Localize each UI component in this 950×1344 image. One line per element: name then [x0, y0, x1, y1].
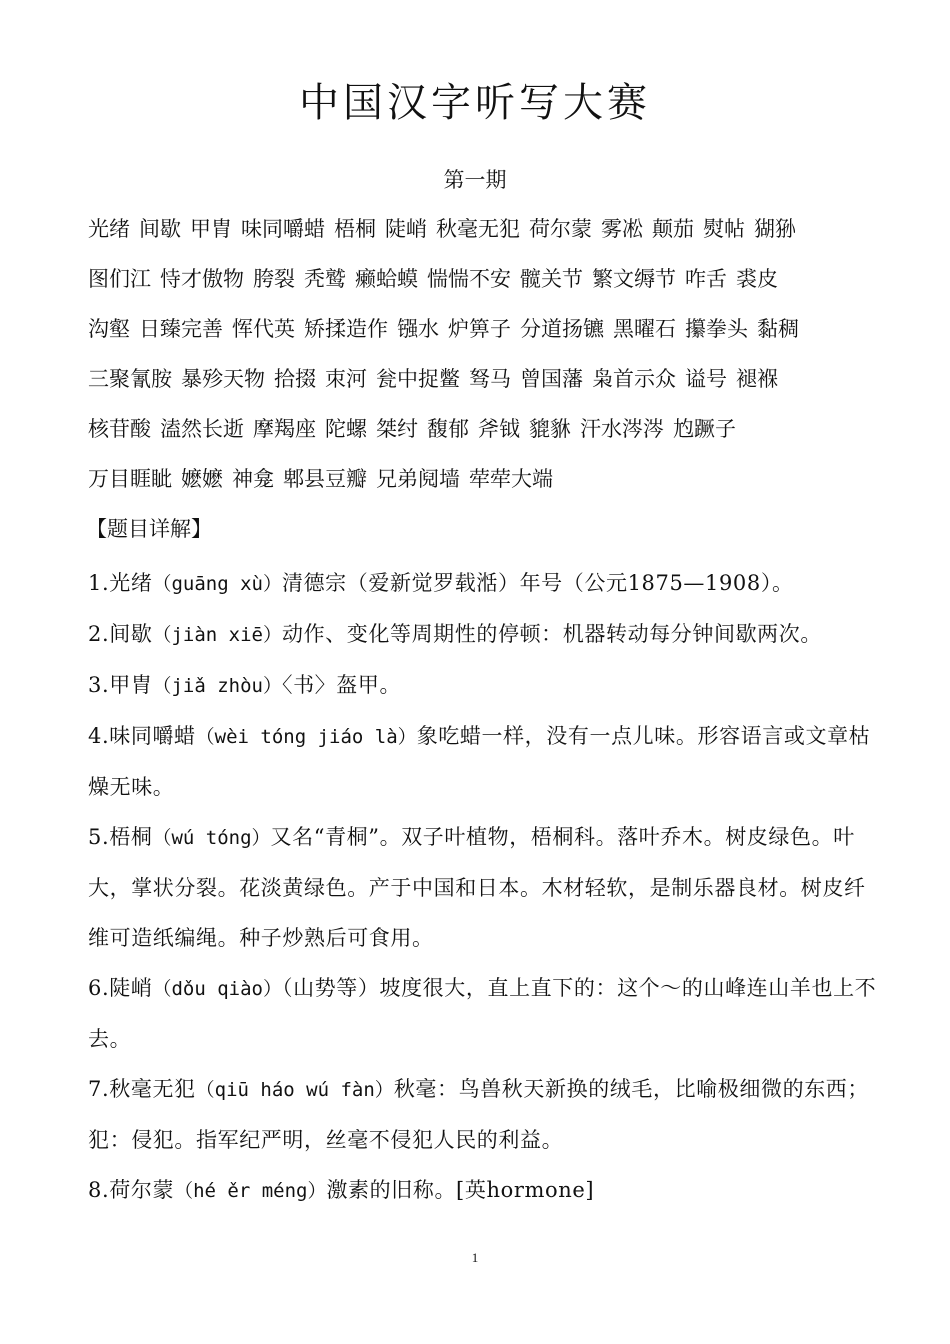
vocab-word: 胯裂	[253, 267, 295, 291]
entry-definition: 秋毫：鸟兽秋天新换的绒毛，比喻极细微的东西；犯：侵犯。指军纪严明，丝毫不侵犯人民的利益。	[88, 1077, 870, 1152]
vocab-line	[88, 358, 888, 408]
vocab-word: 荷尔蒙	[529, 217, 592, 241]
page-number: 1	[471, 1250, 479, 1265]
entry-definition: 清德宗（爱新觉罗载湉）年号（公元1875—1908）。	[281, 571, 794, 595]
vocab-word: 咋舌	[685, 267, 727, 291]
vocab-word: 恃才傲物	[160, 267, 244, 291]
vocab-word: 镪水	[397, 317, 439, 341]
entry-word: 荷尔蒙	[109, 1178, 175, 1202]
entry-word: 间歇	[109, 622, 153, 646]
entry-pinyin: （hé ěr méng）	[174, 1180, 327, 1202]
detail-entry	[88, 1064, 883, 1165]
entry-number: 4.	[88, 724, 110, 748]
vocab-line	[88, 408, 888, 458]
vocab-word: 攥拳头	[685, 317, 748, 341]
vocab-word: 枭首示众	[592, 367, 676, 391]
vocab-word: 间歇	[139, 217, 181, 241]
detail-entry	[88, 1165, 883, 1216]
vocab-word: 光绪	[88, 217, 130, 241]
entry-definition: 〈书〉盔甲。	[281, 673, 402, 697]
entry-pinyin: （jiǎ zhòu）	[152, 675, 282, 697]
entry-word: 甲胄	[109, 673, 153, 697]
detail-entry	[88, 609, 883, 660]
vocab-word: 恽代英	[232, 317, 295, 341]
vocabulary-list	[88, 208, 888, 508]
entry-pinyin: （wèi tóng jiáo là）	[195, 726, 417, 748]
entry-word: 味同嚼蜡	[109, 724, 196, 748]
vocab-word: 髋关节	[520, 267, 583, 291]
entry-number: 6.	[88, 976, 110, 1000]
vocab-word: 惴惴不安	[427, 267, 511, 291]
vocab-word: 日臻完善	[139, 317, 223, 341]
entry-definition: 激素的旧称。[英hormone]	[326, 1178, 595, 1202]
vocab-word: 味同嚼蜡	[241, 217, 325, 241]
entry-number: 8.	[88, 1178, 110, 1202]
vocab-word: 谥号	[685, 367, 727, 391]
vocab-word: 陀螺	[325, 417, 367, 441]
vocab-word: 熨帖	[703, 217, 745, 241]
entry-word: 秋毫无犯	[109, 1077, 196, 1101]
entry-definition: 象吃蜡一样，没有一点儿味。形容语言或文章枯燥无味。	[88, 724, 871, 799]
vocab-word: 兄弟阋墙	[376, 467, 460, 491]
vocab-word: 暴殄天物	[181, 367, 265, 391]
vocab-word: 三聚氰胺	[88, 367, 172, 391]
entry-definition: 又名“青桐”。双子叶植物，梧桐科。落叶乔木。树皮绿色。叶大，掌状分裂。花淡黄绿色。产于中国和日本。木材轻软，是制乐器良材。树皮纤维可造纸编绳。种子炒熟后可食用。	[88, 825, 866, 950]
vocab-line	[88, 308, 888, 358]
vocab-word: 郫县豆瓣	[283, 467, 367, 491]
detail-entry	[88, 963, 883, 1064]
vocab-word: 溘然长逝	[160, 417, 244, 441]
vocab-word: 斧钺	[478, 417, 520, 441]
entry-definition: （山势等）坡度很大，直上直下的：这个～的山峰连山羊也上不去。	[88, 976, 877, 1051]
vocab-word: 梧桐	[334, 217, 376, 241]
vocab-word: 曾国藩	[520, 367, 583, 391]
entry-pinyin: （qiū háo wú fàn）	[195, 1079, 394, 1101]
detail-entry	[88, 660, 883, 711]
vocab-word: 裘皮	[736, 267, 778, 291]
vocab-word: 甲胄	[190, 217, 232, 241]
vocab-word: 荦荦大端	[469, 467, 553, 491]
entry-number: 7.	[88, 1077, 110, 1101]
entry-number: 1.	[88, 571, 110, 595]
entry-number: 2.	[88, 622, 110, 646]
entry-pinyin: （guāng xù）	[152, 573, 282, 595]
entry-word: 梧桐	[109, 825, 153, 849]
vocab-word: 陡峭	[385, 217, 427, 241]
vocab-word: 沟壑	[88, 317, 130, 341]
vocab-word: 癞蛤蟆	[355, 267, 418, 291]
entry-word: 陡峭	[109, 976, 153, 1000]
vocab-word: 嬷嬷	[181, 467, 223, 491]
vocab-word: 尥蹶子	[673, 417, 736, 441]
entry-word: 光绪	[109, 571, 153, 595]
vocab-word: 秃鹫	[304, 267, 346, 291]
details-section	[88, 508, 883, 1216]
entry-pinyin: （jiàn xiē）	[152, 624, 282, 646]
vocab-word: 猢狲	[754, 217, 796, 241]
vocab-word: 汗水涔涔	[580, 417, 664, 441]
vocab-word: 拾掇	[274, 367, 316, 391]
vocab-word: 炉箅子	[448, 317, 511, 341]
vocab-word: 核苷酸	[88, 417, 151, 441]
vocab-line	[88, 258, 888, 308]
detail-entry	[88, 711, 883, 812]
vocab-word: 繁文缛节	[592, 267, 676, 291]
vocab-word: 黑曜石	[613, 317, 676, 341]
vocab-word: 馥郁	[427, 417, 469, 441]
vocab-word: 桀纣	[376, 417, 418, 441]
vocab-word: 颠茄	[652, 217, 694, 241]
issue-label: 第一期	[443, 168, 507, 192]
vocab-word: 雾凇	[601, 217, 643, 241]
detail-entry	[88, 558, 883, 609]
vocab-word: 黏稠	[757, 317, 799, 341]
vocab-word: 矫揉造作	[304, 317, 388, 341]
vocab-word: 图们江	[88, 267, 151, 291]
entry-pinyin: （wú tóng）	[152, 827, 271, 849]
entry-number: 3.	[88, 673, 110, 697]
vocab-word: 神龛	[232, 467, 274, 491]
vocab-word: 朿河	[325, 367, 367, 391]
entry-definition: 动作、变化等周期性的停顿：机器转动每分钟间歇两次。	[281, 622, 822, 646]
vocab-word: 秋毫无犯	[436, 217, 520, 241]
detail-entry	[88, 812, 883, 963]
vocab-word: 分道扬镳	[520, 317, 604, 341]
vocab-line	[88, 458, 888, 508]
vocab-word: 瓮中捉鳖	[376, 367, 460, 391]
entry-number: 5.	[88, 825, 110, 849]
vocab-word: 摩羯座	[253, 417, 316, 441]
vocab-word: 万目睚眦	[88, 467, 172, 491]
vocab-word: 褪褓	[736, 367, 778, 391]
entry-pinyin: （dǒu qiào）	[152, 978, 282, 1000]
vocab-word: 貔貅	[529, 417, 571, 441]
vocab-word: 驽马	[469, 367, 511, 391]
vocab-line	[88, 208, 888, 258]
page-title: 中国汉字听写大赛	[299, 80, 651, 126]
details-heading: 【题目详解】	[86, 517, 212, 541]
